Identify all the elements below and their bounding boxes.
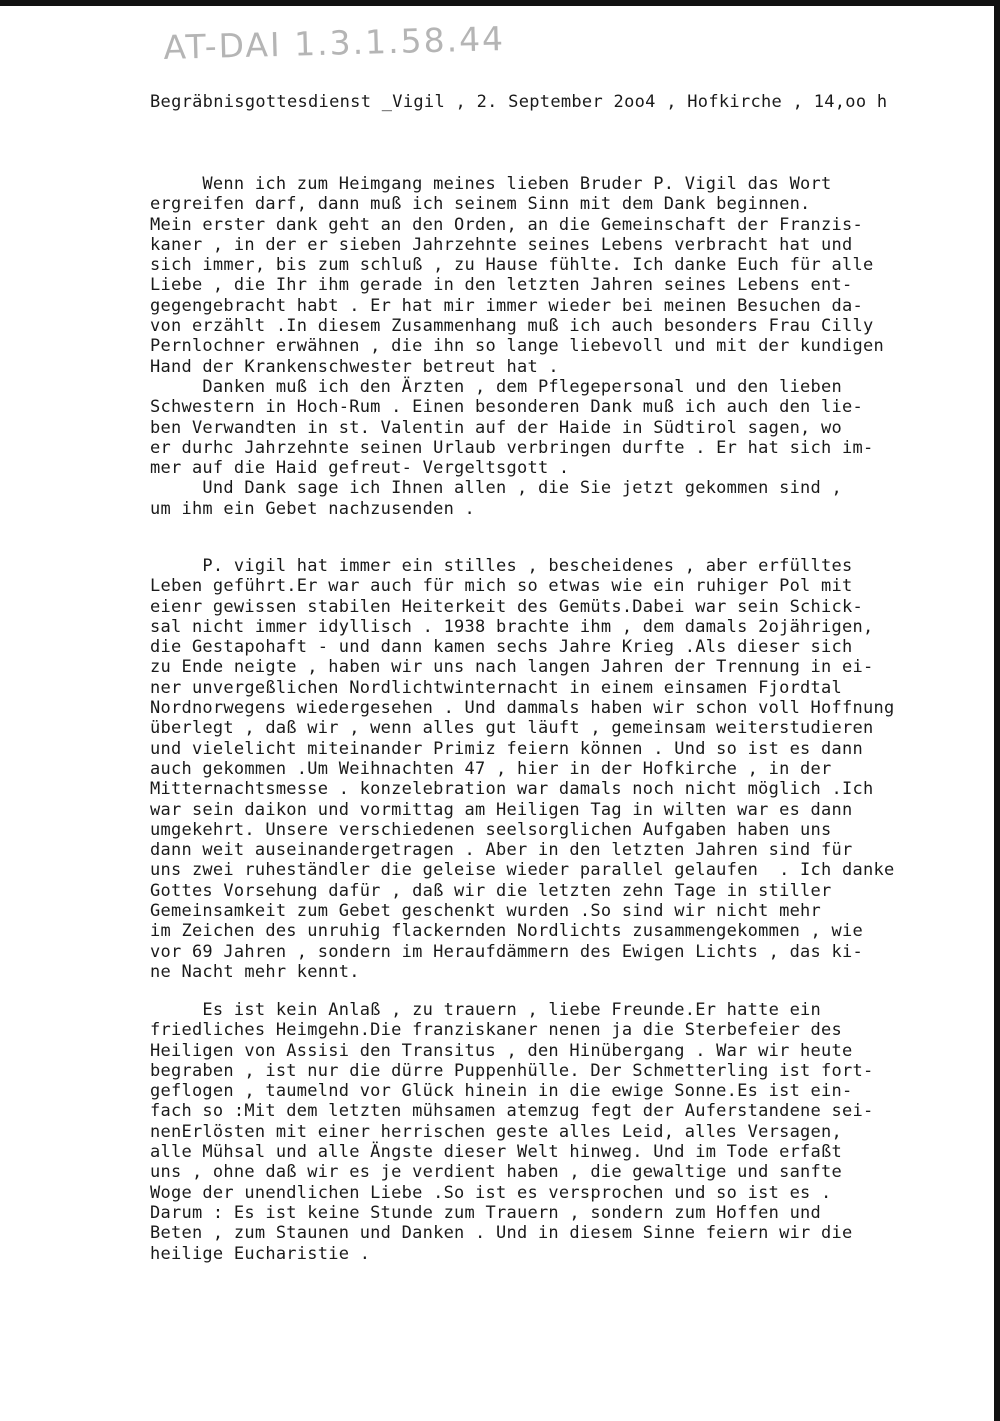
paragraph-thanks	[150, 174, 884, 519]
text-line: sich immer, bis zum schluß , zu Hause fühlte. Ich danke Euch für alle	[150, 255, 874, 276]
text-line: war sein daikon und vormittag am Heiligen Tag in wilten war es dann	[150, 799, 853, 820]
text-line: kaner , in der er sieben Jahrzehnte seines Lebens verbracht hat und	[150, 234, 853, 255]
text-line: friedliches Heimgehn.Die franziskaner nenen ja die Sterbefeier des	[150, 1020, 843, 1041]
text-line: Gemeinsamkeit zum Gebet geschenkt wurden .So sind wir nicht mehr	[150, 901, 822, 922]
scan-edge-right	[994, 0, 1000, 1421]
text-line: Darum : Es ist keine Stunde zum Trauern , sondern zum Hoffen und	[150, 1202, 822, 1223]
text-line: um ihm ein Gebet nachzusenden .	[150, 498, 476, 519]
text-line: geflogen , taumelnd vor Glück hinein in die ewige Sonne.Es ist ein-	[150, 1081, 853, 1102]
text-line: ben Verwandten in st. Valentin auf der Haide in Südtirol sagen, wo	[150, 417, 843, 438]
text-line: ner unvergeßlichen Nordlichtwinternacht in einem einsamen Fjordtal	[150, 677, 843, 698]
text-line: uns , ohne daß wir es je verdient haben , die gewaltige und sanfte	[150, 1162, 843, 1183]
scan-edge-top	[0, 0, 1000, 6]
text-line: ergreifen darf, dann muß ich seinem Sinn mit dem Dank beginnen.	[150, 194, 811, 215]
text-line: fach so :Mit dem letzten mühsamen atemzug fegt der Auferstandene sei-	[150, 1101, 874, 1122]
text-line: Mein erster dank geht an den Orden, an die Gemeinschaft der Franzis-	[150, 214, 863, 235]
text-line: Pernlochner erwähnen , die ihn so lange liebevoll und mit der kundigen	[150, 336, 884, 357]
text-line: er durhc Jahrzehnte seinen Urlaub verbringen durfte . Er hat sich im-	[150, 437, 874, 458]
text-line: dann weit auseinandergetragen . Aber in den letzten Jahren sind für	[150, 840, 853, 861]
text-line: heilige Eucharistie .	[150, 1243, 371, 1264]
text-line: Gottes Vorsehung dafür , daß wir die letzten zehn Tage in stiller	[150, 880, 832, 901]
text-line: alle Mühsal und alle Ängste dieser Welt hinweg. Und im Tode erfaßt	[150, 1142, 843, 1163]
text-line: begraben , ist nur die dürre Puppenhülle. Der Schmetterling ist fort-	[150, 1060, 874, 1081]
text-line: Leben geführt.Er war auch für mich so etwas wie ein ruhiger Pol mit	[150, 576, 853, 597]
text-line: Liebe , die Ihr ihm gerade in den letzten Jahren seines Lebens ent-	[150, 275, 853, 296]
text-line: vor 69 Jahren , sondern im Heraufdämmern des Ewigen Lichts , das ki-	[150, 941, 863, 962]
text-line: auch gekommen .Um Weihnachten 47 , hier in der Hofkirche , in der	[150, 758, 832, 779]
text-line: Wenn ich zum Heimgang meines lieben Bruder P. Vigil das Wort	[150, 174, 832, 194]
text-line: Es ist kein Anlaß , zu trauern , liebe Freunde.Er hatte ein	[150, 1000, 822, 1020]
text-line: Beten , zum Staunen und Danken . Und in diesem Sinne feiern wir die	[150, 1223, 853, 1244]
text-line: Und Dank sage ich Ihnen allen , die Sie jetzt gekommen sind ,	[150, 478, 843, 499]
text-line: sal nicht immer idyllisch . 1938 brachte ihm , dem damals 2ojährigen,	[150, 616, 874, 637]
text-line: nenErlösten mit einer herrischen geste alles Leid, alles Versagen,	[150, 1121, 843, 1142]
paragraph-consolation	[150, 1000, 873, 1264]
text-line: P. vigil hat immer ein stilles , bescheidenes , aber erfülltes	[150, 556, 853, 576]
paragraph-biography	[150, 556, 894, 982]
text-line: und vielelicht miteinander Primiz feiern können . Und so ist es dann	[150, 738, 863, 759]
text-line: zu Ende neigte , haben wir uns nach langen Jahren der Trennung in ei-	[150, 657, 874, 678]
text-line: von erzählt .In diesem Zusammenhang muß ich auch besonders Frau Cilly	[150, 316, 874, 337]
text-line: Mitternachtsmesse . konzelebration war damals noch nicht möglich .Ich	[150, 779, 874, 800]
text-line: Danken muß ich den Ärzten , dem Pflegepersonal und den lieben	[150, 376, 843, 397]
text-line: mer auf die Haid gefreut- Vergeltsgott .	[150, 458, 570, 479]
text-line: im Zeichen des unruhig flackernden Nordlichts zusammengekommen , wie	[150, 921, 863, 942]
text-line: Heiligen von Assisi den Transitus , den Hinübergang . War wir heute	[150, 1040, 853, 1061]
text-line: ne Nacht mehr kennt.	[150, 961, 360, 982]
text-line: Hand der Krankenschwester betreut hat .	[150, 356, 559, 377]
text-line: gegengebracht habt . Er hat mir immer wieder bei meinen Besuchen da-	[150, 295, 863, 316]
text-line: die Gestapohaft - und dann kamen sechs Jahre Krieg .Als dieser sich	[150, 637, 853, 658]
text-line: umgekehrt. Unsere verschiedenen seelsorglichen Aufgaben haben uns	[150, 819, 832, 840]
text-line: Woge der unendlichen Liebe .So ist es versprochen und so ist es .	[150, 1182, 832, 1203]
text-line: Nordnorwegens wiedergesehen . Und dammals haben wir schon voll Hoffnung	[150, 698, 895, 719]
text-line: Schwestern in Hoch-Rum . Einen besonderen Dank muß ich auch den lie-	[150, 397, 863, 418]
text-line: uns zwei ruheständler die geleise wieder parallel gelaufen . Ich danke	[150, 860, 895, 881]
text-line: eienr gewissen stabilen Heiterkeit des Gemüts.Dabei war sein Schick-	[150, 596, 863, 617]
document-header: Begräbnisgottesdienst _Vigil , 2. September 2oo4 , Hofkirche , 14,oo h	[150, 92, 888, 112]
text-line: überlegt , daß wir , wenn alles gut läuft , gemeinsam weiterstudieren	[150, 718, 874, 739]
archive-id-stamp: AT-DAI 1.3.1.58.44	[163, 19, 506, 67]
